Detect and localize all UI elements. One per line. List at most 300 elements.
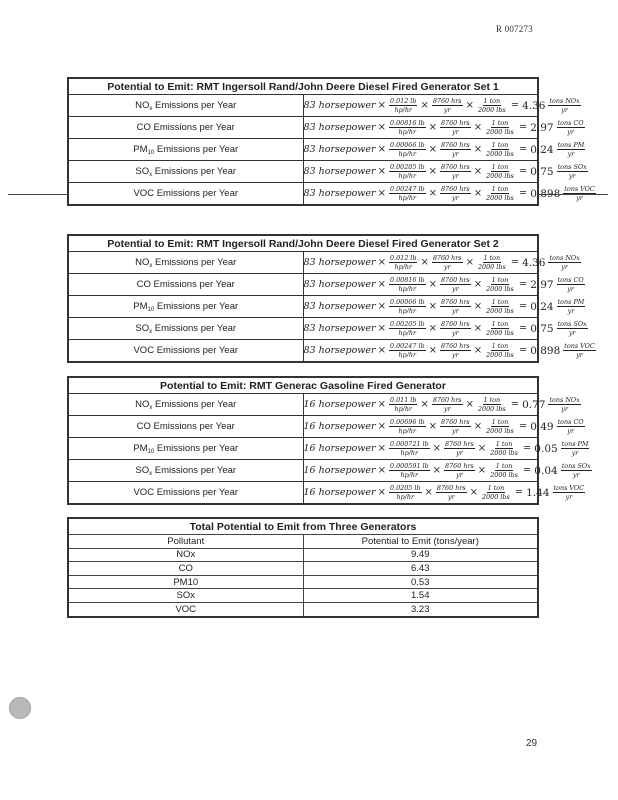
factor-num: 0.012 lb <box>389 97 417 105</box>
times-sign: × <box>473 301 483 312</box>
result-value: 0.24 <box>530 143 554 156</box>
bates-number: R 007273 <box>496 24 533 34</box>
factor-den: hp/hr <box>398 150 417 158</box>
result-unit <box>557 141 586 158</box>
hours-factor <box>436 484 467 501</box>
hours-num: 8760 hrs <box>445 440 474 448</box>
ton-den: 2000 lbs <box>477 263 506 271</box>
unit-num: tons NOx <box>549 396 580 404</box>
pollutant-name: NO <box>135 99 150 111</box>
pollutant-name: CO <box>136 121 151 133</box>
times-sign: × <box>377 122 386 133</box>
total-value: 0.53 <box>303 575 538 589</box>
hours-factor <box>440 185 471 202</box>
ton-num: 1 ton <box>491 141 509 149</box>
ton-num: 1 ton <box>491 298 509 306</box>
emission-label <box>68 252 303 274</box>
total-pollutant: CO <box>68 562 303 576</box>
result-value: 0.898 <box>530 344 561 357</box>
ton-num: 1 ton <box>491 185 509 193</box>
emission-equation <box>303 482 585 505</box>
total-value: 6.43 <box>303 562 538 576</box>
result-unit <box>553 484 585 501</box>
result-unit <box>548 254 580 271</box>
unit-num: tons CO <box>557 119 584 127</box>
emission-row <box>68 318 538 340</box>
times-sign: × <box>428 323 437 334</box>
times-sign: × <box>424 487 433 498</box>
hours-num: 8760 hrs <box>440 276 470 284</box>
emission-equation <box>303 252 580 274</box>
ton-conversion <box>481 484 511 501</box>
factor-num: 0.000591 lb <box>389 462 429 470</box>
unit-den: yr <box>576 351 583 359</box>
ton-conversion <box>485 163 515 180</box>
total-row <box>68 575 538 589</box>
result-unit <box>557 276 585 293</box>
factor-den: hp/hr <box>398 427 417 435</box>
equals-sign: = <box>518 323 528 334</box>
emission-table-3 <box>67 376 591 505</box>
pollutant-subscript: x <box>149 470 153 477</box>
unit-den: yr <box>567 285 574 293</box>
times-sign: × <box>428 188 437 199</box>
unit-den: yr <box>576 194 583 202</box>
unit-den: yr <box>565 493 573 501</box>
horsepower: 83 horsepower <box>303 257 376 268</box>
page-number: 29 <box>526 738 538 749</box>
hours-den: yr <box>456 471 463 479</box>
emission-factor <box>389 342 426 359</box>
result-unit <box>563 185 595 202</box>
result-value: 1.44 <box>526 486 550 499</box>
pollutant-subscript: x <box>149 171 153 178</box>
ton-den: 2000 lbs <box>490 471 518 479</box>
equals-sign: = <box>510 399 520 410</box>
emission-row <box>68 340 538 363</box>
ton-den: 2000 lbs <box>486 128 514 136</box>
hours-num: 8760 hrs <box>445 462 474 470</box>
times-sign: × <box>473 166 483 177</box>
result-value: 2.97 <box>530 121 554 134</box>
ton-den: 2000 lbs <box>490 449 518 457</box>
times-sign: × <box>473 144 483 155</box>
times-sign: × <box>428 144 437 155</box>
result-unit <box>557 298 586 315</box>
times-sign: × <box>428 345 437 356</box>
unit-num: tons NOx <box>549 97 580 105</box>
emission-factor <box>389 276 426 293</box>
pollutant-subscript: x <box>149 105 153 112</box>
unit-num: tons PM <box>561 440 589 448</box>
factor-num: 0.00247 lb <box>389 342 425 350</box>
hours-den: yr <box>452 150 459 158</box>
equals-sign: = <box>518 188 528 199</box>
factor-den: hp/hr <box>398 329 417 337</box>
hours-num: 8760 hrs <box>432 97 462 105</box>
ton-num: 1 ton <box>495 440 513 448</box>
ton-num: 1 ton <box>495 462 513 470</box>
ton-num: 1 ton <box>491 418 509 426</box>
times-sign: × <box>473 122 483 133</box>
times-sign: × <box>377 487 386 498</box>
horsepower: 16 horsepower <box>303 487 376 498</box>
pollutant-name: CO <box>136 420 151 432</box>
times-sign: × <box>377 323 386 334</box>
ton-conversion <box>485 119 515 136</box>
equals-sign: = <box>518 144 528 155</box>
ton-num: 1 ton <box>491 342 509 350</box>
times-sign: × <box>473 279 483 290</box>
unit-den: yr <box>568 172 576 180</box>
times-sign: × <box>428 166 437 177</box>
hours-factor <box>432 97 463 114</box>
ton-den: 2000 lbs <box>486 194 514 202</box>
total-col-pollutant: Pollutant <box>68 535 303 549</box>
ton-conversion <box>485 342 515 359</box>
total-value: 3.23 <box>303 602 538 616</box>
times-sign: × <box>377 301 386 312</box>
times-sign: × <box>473 188 483 199</box>
emission-factor <box>389 320 426 337</box>
factor-den: hp/hr <box>394 106 412 114</box>
emission-equation <box>303 117 584 139</box>
times-sign: × <box>428 421 437 432</box>
ton-den: 2000 lbs <box>477 106 506 114</box>
pollutant-subscript: 10 <box>147 448 155 455</box>
times-sign: × <box>473 345 483 356</box>
unit-num: tons CO <box>557 276 584 284</box>
label-suffix: Emissions per Year <box>152 464 237 476</box>
pollutant-name: SO <box>135 464 150 476</box>
emission-factor <box>389 185 426 202</box>
result-value: 0.77 <box>522 398 546 411</box>
ton-conversion <box>485 320 515 337</box>
hours-den: yr <box>452 194 459 202</box>
times-sign: × <box>465 399 474 410</box>
unit-den: yr <box>567 128 574 136</box>
equals-sign: = <box>522 465 532 476</box>
emission-row <box>68 296 538 318</box>
pollutant-name: PM <box>133 143 148 155</box>
hours-factor <box>440 119 471 136</box>
result-value: 0.24 <box>530 300 554 313</box>
times-sign: × <box>377 257 386 268</box>
emission-factor <box>389 298 426 315</box>
hours-den: yr <box>452 329 459 337</box>
emission-row <box>68 460 538 482</box>
total-pollutant: VOC <box>68 602 303 616</box>
ton-den: 2000 lbs <box>486 285 514 293</box>
unit-den: yr <box>567 307 575 315</box>
ton-num: 1 ton <box>491 163 509 171</box>
hours-factor <box>444 440 475 457</box>
horsepower: 16 horsepower <box>303 399 376 410</box>
label-suffix: Emissions per Year <box>150 278 235 290</box>
factor-num: 0.00205 lb <box>389 320 425 328</box>
emission-factor <box>389 254 417 271</box>
ton-conversion <box>477 396 507 413</box>
emission-equation <box>303 139 585 161</box>
total-pollutant: NOx <box>68 548 303 562</box>
ton-den: 2000 lbs <box>477 405 506 413</box>
times-sign: × <box>465 100 474 111</box>
hours-den: yr <box>452 285 459 293</box>
total-row <box>68 548 538 562</box>
ton-conversion <box>485 418 515 435</box>
label-suffix: Emissions per Year <box>150 121 235 133</box>
table-title: Potential to Emit: RMT Ingersoll Rand/John Deere Diesel Fired Generator Set 1 <box>68 78 538 95</box>
factor-num: 0.011 lb <box>389 396 417 404</box>
factor-den: hp/hr <box>396 493 415 501</box>
emission-equation <box>303 340 595 363</box>
times-sign: × <box>377 144 386 155</box>
label-suffix: Emissions per Year <box>152 322 237 334</box>
result-value: 0.05 <box>534 442 558 455</box>
emission-factor <box>389 418 426 435</box>
total-pollutant: PM10 <box>68 575 303 589</box>
times-sign: × <box>377 166 386 177</box>
emission-row <box>68 139 538 161</box>
hours-factor <box>440 418 471 435</box>
emission-equation <box>303 416 584 438</box>
emission-label <box>68 274 303 296</box>
label-suffix: Emissions per Year <box>154 486 239 498</box>
emission-row <box>68 394 538 416</box>
unit-den: yr <box>567 150 575 158</box>
pollutant-name: VOC <box>133 187 155 199</box>
horsepower: 16 horsepower <box>303 465 376 476</box>
times-sign: × <box>377 421 386 432</box>
horsepower: 83 horsepower <box>303 301 376 312</box>
unit-den: yr <box>561 405 568 413</box>
emission-equation <box>303 161 587 183</box>
emission-label <box>68 139 303 161</box>
emission-equation <box>303 460 591 482</box>
unit-num: tons VOC <box>553 484 585 492</box>
result-unit <box>561 462 592 479</box>
ton-den: 2000 lbs <box>486 329 514 337</box>
emission-factor <box>389 119 426 136</box>
hours-num: 8760 hrs <box>440 418 470 426</box>
unit-den: yr <box>561 106 568 114</box>
equals-sign: = <box>518 122 528 133</box>
hours-factor <box>440 276 471 293</box>
hours-den: yr <box>452 172 459 180</box>
unit-num: tons NOx <box>549 254 580 262</box>
equals-sign: = <box>514 487 524 498</box>
ton-den: 2000 lbs <box>486 150 514 158</box>
hours-num: 8760 hrs <box>440 342 470 350</box>
hours-factor <box>440 141 471 158</box>
ton-conversion <box>477 97 507 114</box>
emission-factor <box>389 163 426 180</box>
times-sign: × <box>377 465 386 476</box>
ton-num: 1 ton <box>483 396 501 404</box>
times-sign: × <box>432 443 442 454</box>
horsepower: 83 horsepower <box>303 188 376 199</box>
unit-den: yr <box>568 329 576 337</box>
result-value: 4.36 <box>522 256 546 269</box>
times-sign: × <box>377 100 386 111</box>
result-unit <box>548 396 580 413</box>
times-sign: × <box>432 465 442 476</box>
unit-den: yr <box>561 263 568 271</box>
pollutant-subscript: 10 <box>147 149 155 156</box>
total-value: 1.54 <box>303 589 538 603</box>
ton-conversion <box>485 276 515 293</box>
emission-table-1 <box>67 77 595 206</box>
factor-num: 0.00066 lb <box>389 298 425 306</box>
factor-num: 0.00066 lb <box>389 141 425 149</box>
total-row <box>68 589 538 603</box>
factor-den: hp/hr <box>394 263 412 271</box>
times-sign: × <box>477 465 487 476</box>
times-sign: × <box>465 257 474 268</box>
pollutant-name: CO <box>136 278 151 290</box>
emission-label <box>68 183 303 206</box>
factor-num: 0.00816 lb <box>389 276 425 284</box>
equals-sign: = <box>522 443 532 454</box>
ton-conversion <box>485 298 515 315</box>
total-pollutant: SOx <box>68 589 303 603</box>
unit-den: yr <box>572 471 580 479</box>
emission-label <box>68 438 303 460</box>
emission-factor <box>389 141 426 158</box>
pollutant-name: PM <box>133 442 148 454</box>
factor-den: hp/hr <box>400 471 419 479</box>
hours-factor <box>440 298 471 315</box>
pollutant-name: VOC <box>133 344 155 356</box>
emission-row <box>68 482 538 505</box>
emission-factor <box>389 97 417 114</box>
hours-factor <box>440 320 471 337</box>
pollutant-name: SO <box>135 165 150 177</box>
ton-num: 1 ton <box>491 276 509 284</box>
result-value: 0.75 <box>530 165 554 178</box>
emission-equation <box>303 183 595 206</box>
hours-den: yr <box>443 405 451 413</box>
ton-den: 2000 lbs <box>486 307 514 315</box>
unit-num: tons CO <box>557 418 584 426</box>
label-suffix: Emissions per Year <box>152 165 237 177</box>
horsepower: 83 horsepower <box>303 279 376 290</box>
emission-equation <box>303 95 580 117</box>
unit-num: tons SOx <box>557 320 587 328</box>
emission-factor <box>389 484 422 501</box>
label-suffix: Emissions per Year <box>150 420 235 432</box>
factor-den: hp/hr <box>394 405 412 413</box>
horsepower: 83 horsepower <box>303 323 376 334</box>
result-unit <box>557 418 585 435</box>
label-suffix: Emissions per Year <box>154 344 239 356</box>
equals-sign: = <box>518 301 528 312</box>
result-unit <box>561 440 590 457</box>
ton-conversion <box>485 185 515 202</box>
unit-num: tons SOx <box>561 462 591 470</box>
hours-den: yr <box>447 493 455 501</box>
emission-row <box>68 161 538 183</box>
horsepower: 83 horsepower <box>303 144 376 155</box>
emission-equation <box>303 296 585 318</box>
hours-num: 8760 hrs <box>440 185 470 193</box>
result-value: 0.04 <box>534 464 558 477</box>
ton-num: 1 ton <box>491 119 509 127</box>
factor-den: hp/hr <box>398 172 417 180</box>
emission-equation <box>303 318 587 340</box>
factor-den: hp/hr <box>398 194 417 202</box>
unit-num: tons PM <box>557 141 585 149</box>
factor-den: hp/hr <box>400 449 419 457</box>
times-sign: × <box>428 301 437 312</box>
label-suffix: Emissions per Year <box>154 300 239 312</box>
horsepower: 83 horsepower <box>303 100 376 111</box>
hours-den: yr <box>452 427 459 435</box>
ton-conversion <box>489 462 519 479</box>
unit-den: yr <box>567 427 574 435</box>
factor-den: hp/hr <box>398 285 417 293</box>
result-unit <box>557 163 588 180</box>
pollutant-name: NO <box>135 398 150 410</box>
ton-num: 1 ton <box>483 97 501 105</box>
result-unit <box>548 97 580 114</box>
total-value: 9.49 <box>303 548 538 562</box>
times-sign: × <box>420 100 429 111</box>
emission-label <box>68 161 303 183</box>
equals-sign: = <box>518 421 528 432</box>
emission-label <box>68 416 303 438</box>
factor-num: 0.0205 lb <box>389 484 421 492</box>
hours-num: 8760 hrs <box>436 484 466 492</box>
equals-sign: = <box>518 166 528 177</box>
emission-row <box>68 438 538 460</box>
table-title: Potential to Emit: RMT Generac Gasoline Fired Generator <box>68 377 538 394</box>
emission-row <box>68 252 538 274</box>
equals-sign: = <box>510 100 520 111</box>
times-sign: × <box>469 487 479 498</box>
hours-den: yr <box>443 263 451 271</box>
factor-den: hp/hr <box>398 128 417 136</box>
unit-num: tons PM <box>557 298 585 306</box>
ton-den: 2000 lbs <box>482 493 510 501</box>
factor-num: 0.012 lb <box>389 254 417 262</box>
pollutant-name: PM <box>133 300 148 312</box>
emission-equation <box>303 438 589 460</box>
pollutant-subscript: 10 <box>147 306 155 313</box>
ton-den: 2000 lbs <box>486 427 514 435</box>
hours-den: yr <box>452 351 459 359</box>
times-sign: × <box>377 399 386 410</box>
pollutant-name: SO <box>135 322 150 334</box>
unit-num: tons VOC <box>564 342 595 350</box>
label-suffix: Emissions per Year <box>154 442 239 454</box>
emission-factor <box>389 396 417 413</box>
label-suffix: Emissions per Year <box>152 99 237 111</box>
hours-num: 8760 hrs <box>440 163 470 171</box>
label-suffix: Emissions per Year <box>154 187 239 199</box>
result-unit <box>563 342 595 359</box>
emission-label <box>68 394 303 416</box>
times-sign: × <box>377 345 386 356</box>
emission-label <box>68 460 303 482</box>
hours-num: 8760 hrs <box>440 141 470 149</box>
pollutant-subscript: x <box>149 404 153 411</box>
emission-row <box>68 183 538 206</box>
emission-factor <box>389 440 430 457</box>
result-value: 2.97 <box>530 278 554 291</box>
times-sign: × <box>377 443 386 454</box>
emission-label <box>68 318 303 340</box>
